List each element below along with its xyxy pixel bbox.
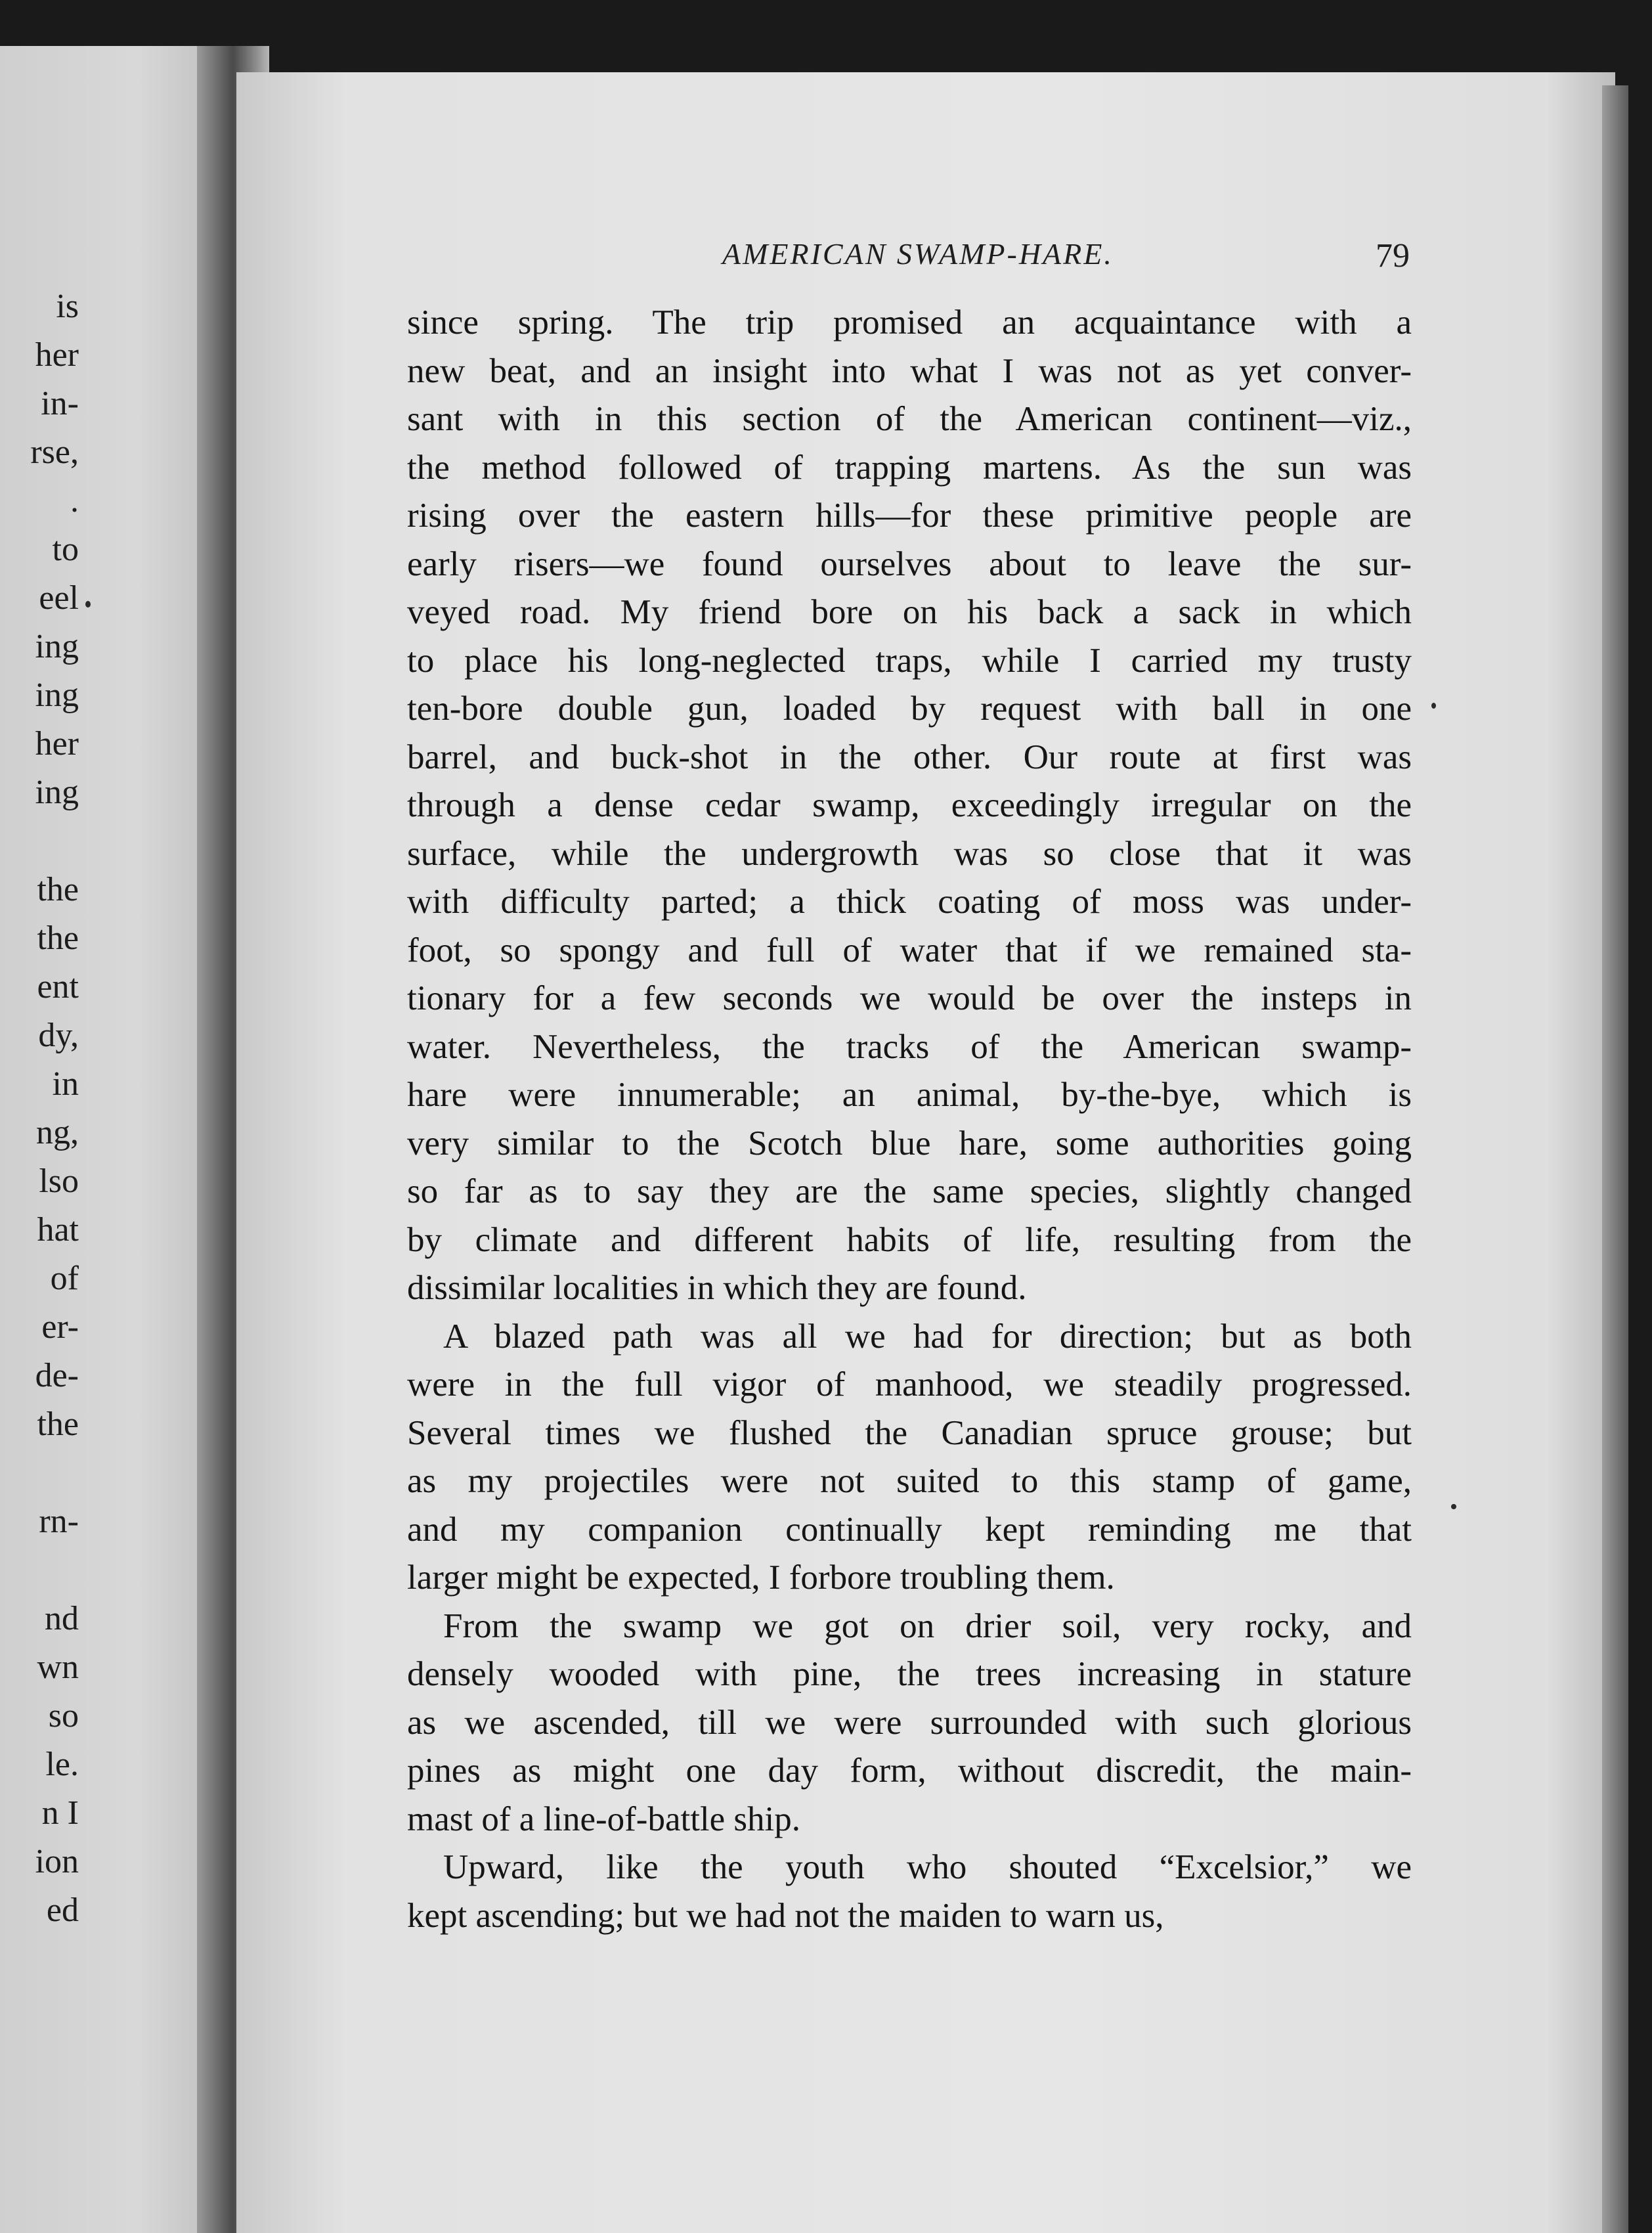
facing-page-fragment: le. bbox=[45, 1746, 79, 1783]
facing-page-fragment: eel bbox=[39, 579, 79, 617]
facing-page-fragment: to bbox=[52, 531, 79, 568]
facing-page-fragment: is bbox=[56, 288, 79, 325]
text-line: the method followed of trapping martens. As the sun was bbox=[407, 448, 1412, 487]
text-line: so far as to say they are the same species, slightly changed bbox=[407, 1172, 1412, 1210]
facing-page-fragment: n I bbox=[41, 1794, 79, 1832]
facing-page-fragment bbox=[0, 817, 79, 866]
text-line: early risers—we found ourselves about to leave the sur- bbox=[407, 544, 1412, 583]
text-line: rising over the eastern hills—for these primitive people are bbox=[407, 497, 1412, 535]
text-line: mast of a line-of-battle ship. bbox=[407, 1800, 801, 1838]
facing-page-fragment: de- bbox=[35, 1357, 79, 1394]
paragraph bbox=[407, 1603, 1412, 1844]
text-line: From the swamp we got on drier soil, very rocky, and bbox=[443, 1606, 1412, 1645]
facing-page-fragment: lso bbox=[39, 1162, 79, 1200]
text-line: larger might be expected, I forbore troubling them. bbox=[407, 1559, 1115, 1597]
body-text bbox=[407, 299, 1412, 1940]
text-line: densely wooded with pine, the trees increasing in stature bbox=[407, 1655, 1412, 1693]
page-edge bbox=[1602, 85, 1628, 2233]
text-line: sant with in this section of the American continent—viz., bbox=[407, 400, 1412, 438]
page-number: 79 bbox=[1376, 237, 1410, 275]
text-line: surface, while the undergrowth was so close that it was bbox=[407, 834, 1412, 873]
text-line: ten-bore double gun, loaded by request with ball in one bbox=[407, 690, 1412, 728]
facing-page-fragment: dy, bbox=[38, 1017, 79, 1054]
facing-page-fragment: of bbox=[50, 1260, 79, 1297]
text-line: since spring. The trip promised an acquaintance with a bbox=[407, 303, 1412, 342]
facing-page-fragment: ed bbox=[46, 1891, 79, 1929]
text-line: barrel, and buck-shot in the other. Our route at first was bbox=[407, 738, 1412, 776]
text-line: hare were innumerable; an animal, by-the-bye, which is bbox=[407, 1076, 1412, 1114]
text-line: by climate and different habits of life, resulting from the bbox=[407, 1220, 1412, 1259]
facing-page-fragment: rse, bbox=[30, 433, 79, 471]
facing-page-fragment: rn- bbox=[39, 1503, 79, 1540]
dust-speck bbox=[85, 601, 91, 608]
text-line: veyed road. My friend bore on his back a sack in which bbox=[407, 593, 1412, 631]
text-line: tionary for a few seconds we would be over the insteps in bbox=[407, 979, 1412, 1017]
facing-page-fragment: nd bbox=[45, 1600, 79, 1637]
facing-page-fragment: in- bbox=[41, 385, 79, 422]
text-line: very similar to the Scotch blue hare, some authorities going bbox=[407, 1124, 1412, 1162]
facing-page-fragment: the bbox=[37, 1405, 79, 1443]
facing-page-fragment: . bbox=[70, 482, 79, 520]
text-line: foot, so spongy and full of water that if we remained sta- bbox=[407, 931, 1412, 969]
text-line: with difficulty parted; a thick coating of moss was under- bbox=[407, 883, 1412, 921]
facing-page-fragment: ing bbox=[35, 774, 79, 811]
text-line: to place his long-neglected traps, while I carried my trusty bbox=[407, 641, 1412, 680]
facing-page-fragment: ion bbox=[35, 1843, 79, 1880]
facing-page-fragment bbox=[0, 1546, 79, 1595]
text-line: water. Nevertheless, the tracks of the American swamp- bbox=[407, 1027, 1412, 1066]
facing-page-fragment: her bbox=[35, 336, 79, 374]
text-line: as we ascended, till we were surrounded with such glorious bbox=[407, 1703, 1412, 1742]
text-line: new beat, and an insight into what I was not as yet conver- bbox=[407, 351, 1412, 390]
facing-page-text-fragments bbox=[0, 282, 79, 1935]
facing-page-fragment: her bbox=[35, 725, 79, 763]
facing-page-fragment bbox=[0, 1449, 79, 1497]
facing-page-fragment: the bbox=[37, 919, 79, 957]
text-line: pines as might one day form, without discredit, the main- bbox=[407, 1752, 1412, 1790]
text-line: through a dense cedar swamp, exceedingly irregular on the bbox=[407, 786, 1412, 824]
text-line: kept ascending; but we had not the maiden to warn us, bbox=[407, 1896, 1164, 1935]
dust-speck bbox=[1451, 1504, 1456, 1509]
facing-page-fragment: ing bbox=[35, 628, 79, 665]
facing-page-fragment: ing bbox=[35, 676, 79, 714]
facing-page-fragment: so bbox=[48, 1697, 79, 1735]
paragraph bbox=[407, 1844, 1412, 1940]
facing-page-fragment: ng, bbox=[36, 1114, 79, 1151]
text-line: Several times we flushed the Canadian spruce grouse; but bbox=[407, 1413, 1412, 1452]
facing-page-fragment: er- bbox=[41, 1308, 79, 1346]
text-line: were in the full vigor of manhood, we steadily progressed. bbox=[407, 1365, 1412, 1404]
facing-page-fragment: wn bbox=[37, 1648, 79, 1686]
facing-page-fragment: ent bbox=[37, 968, 79, 1006]
paragraph bbox=[407, 299, 1412, 1313]
text-line: and my companion continually kept reminding me that bbox=[407, 1510, 1412, 1549]
facing-page-fragment: in bbox=[52, 1065, 79, 1103]
paragraph bbox=[407, 1313, 1412, 1603]
running-head: AMERICAN SWAMP-HARE. bbox=[722, 237, 1114, 271]
text-line: A blazed path was all we had for direction; but as both bbox=[443, 1317, 1412, 1356]
text-line: dissimilar localities in which they are found. bbox=[407, 1269, 1027, 1307]
facing-page-fragment: hat bbox=[37, 1211, 79, 1249]
text-line: as my projectiles were not suited to this stamp of game, bbox=[407, 1462, 1412, 1500]
dust-speck bbox=[1431, 703, 1436, 709]
text-line: Upward, like the youth who shouted “Excelsior,” we bbox=[443, 1848, 1412, 1886]
facing-page-fragment: the bbox=[37, 871, 79, 908]
